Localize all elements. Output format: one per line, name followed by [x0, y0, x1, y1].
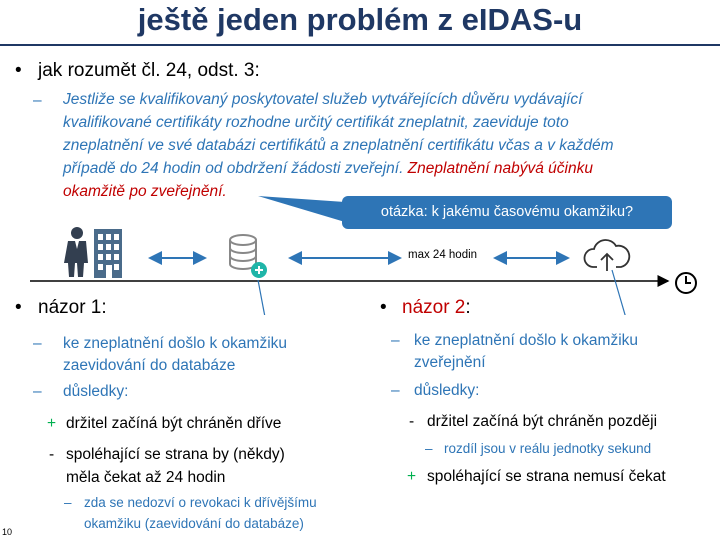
opinion2-colon: : [465, 297, 471, 318]
opinion1-note [84, 492, 317, 534]
cloud-upload-icon [584, 240, 629, 271]
text-line: ke zneplatnění došlo k okamžiku [414, 332, 639, 349]
bullet-mark: • [380, 297, 387, 318]
opinion1-heading: názor 1: [38, 297, 107, 318]
plus-mark: + [407, 468, 417, 485]
timeline-diagram [0, 225, 720, 315]
plus-mark: + [47, 415, 57, 432]
quote-line: zneplatnění ve své databázi certifikátů a zneplatnění certifikátu včas a v každém [63, 137, 614, 154]
building-icon [94, 229, 122, 278]
max-hours-label: max 24 hodin [408, 249, 478, 261]
text-line: zveřejnění [414, 354, 486, 371]
database-add-icon [230, 235, 267, 278]
dash-mark: – [33, 383, 42, 400]
opinion2-heading [402, 297, 471, 319]
dash-mark: – [33, 92, 42, 109]
quote-blue-part: případě do 24 hodin od obdržení žádosti zveřejní. [63, 160, 404, 177]
bullet-mark: • [15, 60, 22, 81]
minus-mark: - [409, 413, 415, 430]
opinion1-con [66, 443, 285, 489]
bullet-mark: • [15, 297, 22, 318]
clock-icon [676, 273, 696, 293]
quote-line: okamžitě po zveřejnění. [63, 183, 227, 200]
text-line: zaevidování do databáze [63, 357, 236, 374]
quote-line: kvalifikované certifikáty rozhodne určitý certifikát zneplatnit, zaeviduje toto [63, 114, 569, 131]
opinion2-note: rozdíl jsou v reálu jednotky sekund [444, 441, 652, 456]
quote-line: Jestliže se kvalifikovaný poskytovatel služeb vytvářejících důvěru vydávající [63, 91, 583, 108]
intro-text: jak rozumět čl. 24, odst. 3: [38, 60, 260, 81]
dash-mark: – [64, 495, 72, 510]
opinion2-heading-text: názor 2 [402, 297, 466, 318]
text-line: okamžiku (zaevidování do databáze) [84, 516, 304, 531]
dash-mark: – [391, 332, 400, 349]
question-callout: otázka: k jakému časovému okamžiku? [342, 196, 672, 229]
opinion1-pro: držitel začíná být chráněn dříve [66, 415, 282, 432]
page-number: 10 [2, 527, 13, 537]
opinion2-point1 [414, 330, 638, 374]
dash-mark: – [391, 382, 400, 399]
text-line: spoléhající se strana by (někdy) [66, 446, 285, 463]
text-line: zda se nedozví o revokaci k dřívějšímu [84, 495, 317, 510]
opinion1-point1 [63, 333, 287, 377]
person-icon [64, 227, 88, 277]
text-line: měla čekat až 24 hodin [66, 469, 226, 486]
slide-title: ještě jeden problém z eIDAS-u [137, 2, 583, 37]
text-line: ke zneplatnění došlo k okamžiku [63, 335, 288, 352]
quote-red-part: Zneplatnění nabývá účinku [403, 160, 593, 177]
opinion2-pro: spoléhající se strana nemusí čekat [427, 468, 666, 485]
minus-mark: - [49, 446, 55, 463]
dash-mark: – [425, 441, 433, 456]
opinion1-consequences: důsledky: [63, 383, 129, 400]
opinion2-con: držitel začíná být chráněn později [427, 413, 658, 430]
dash-mark: – [33, 335, 42, 352]
opinion2-consequences: důsledky: [414, 382, 480, 399]
